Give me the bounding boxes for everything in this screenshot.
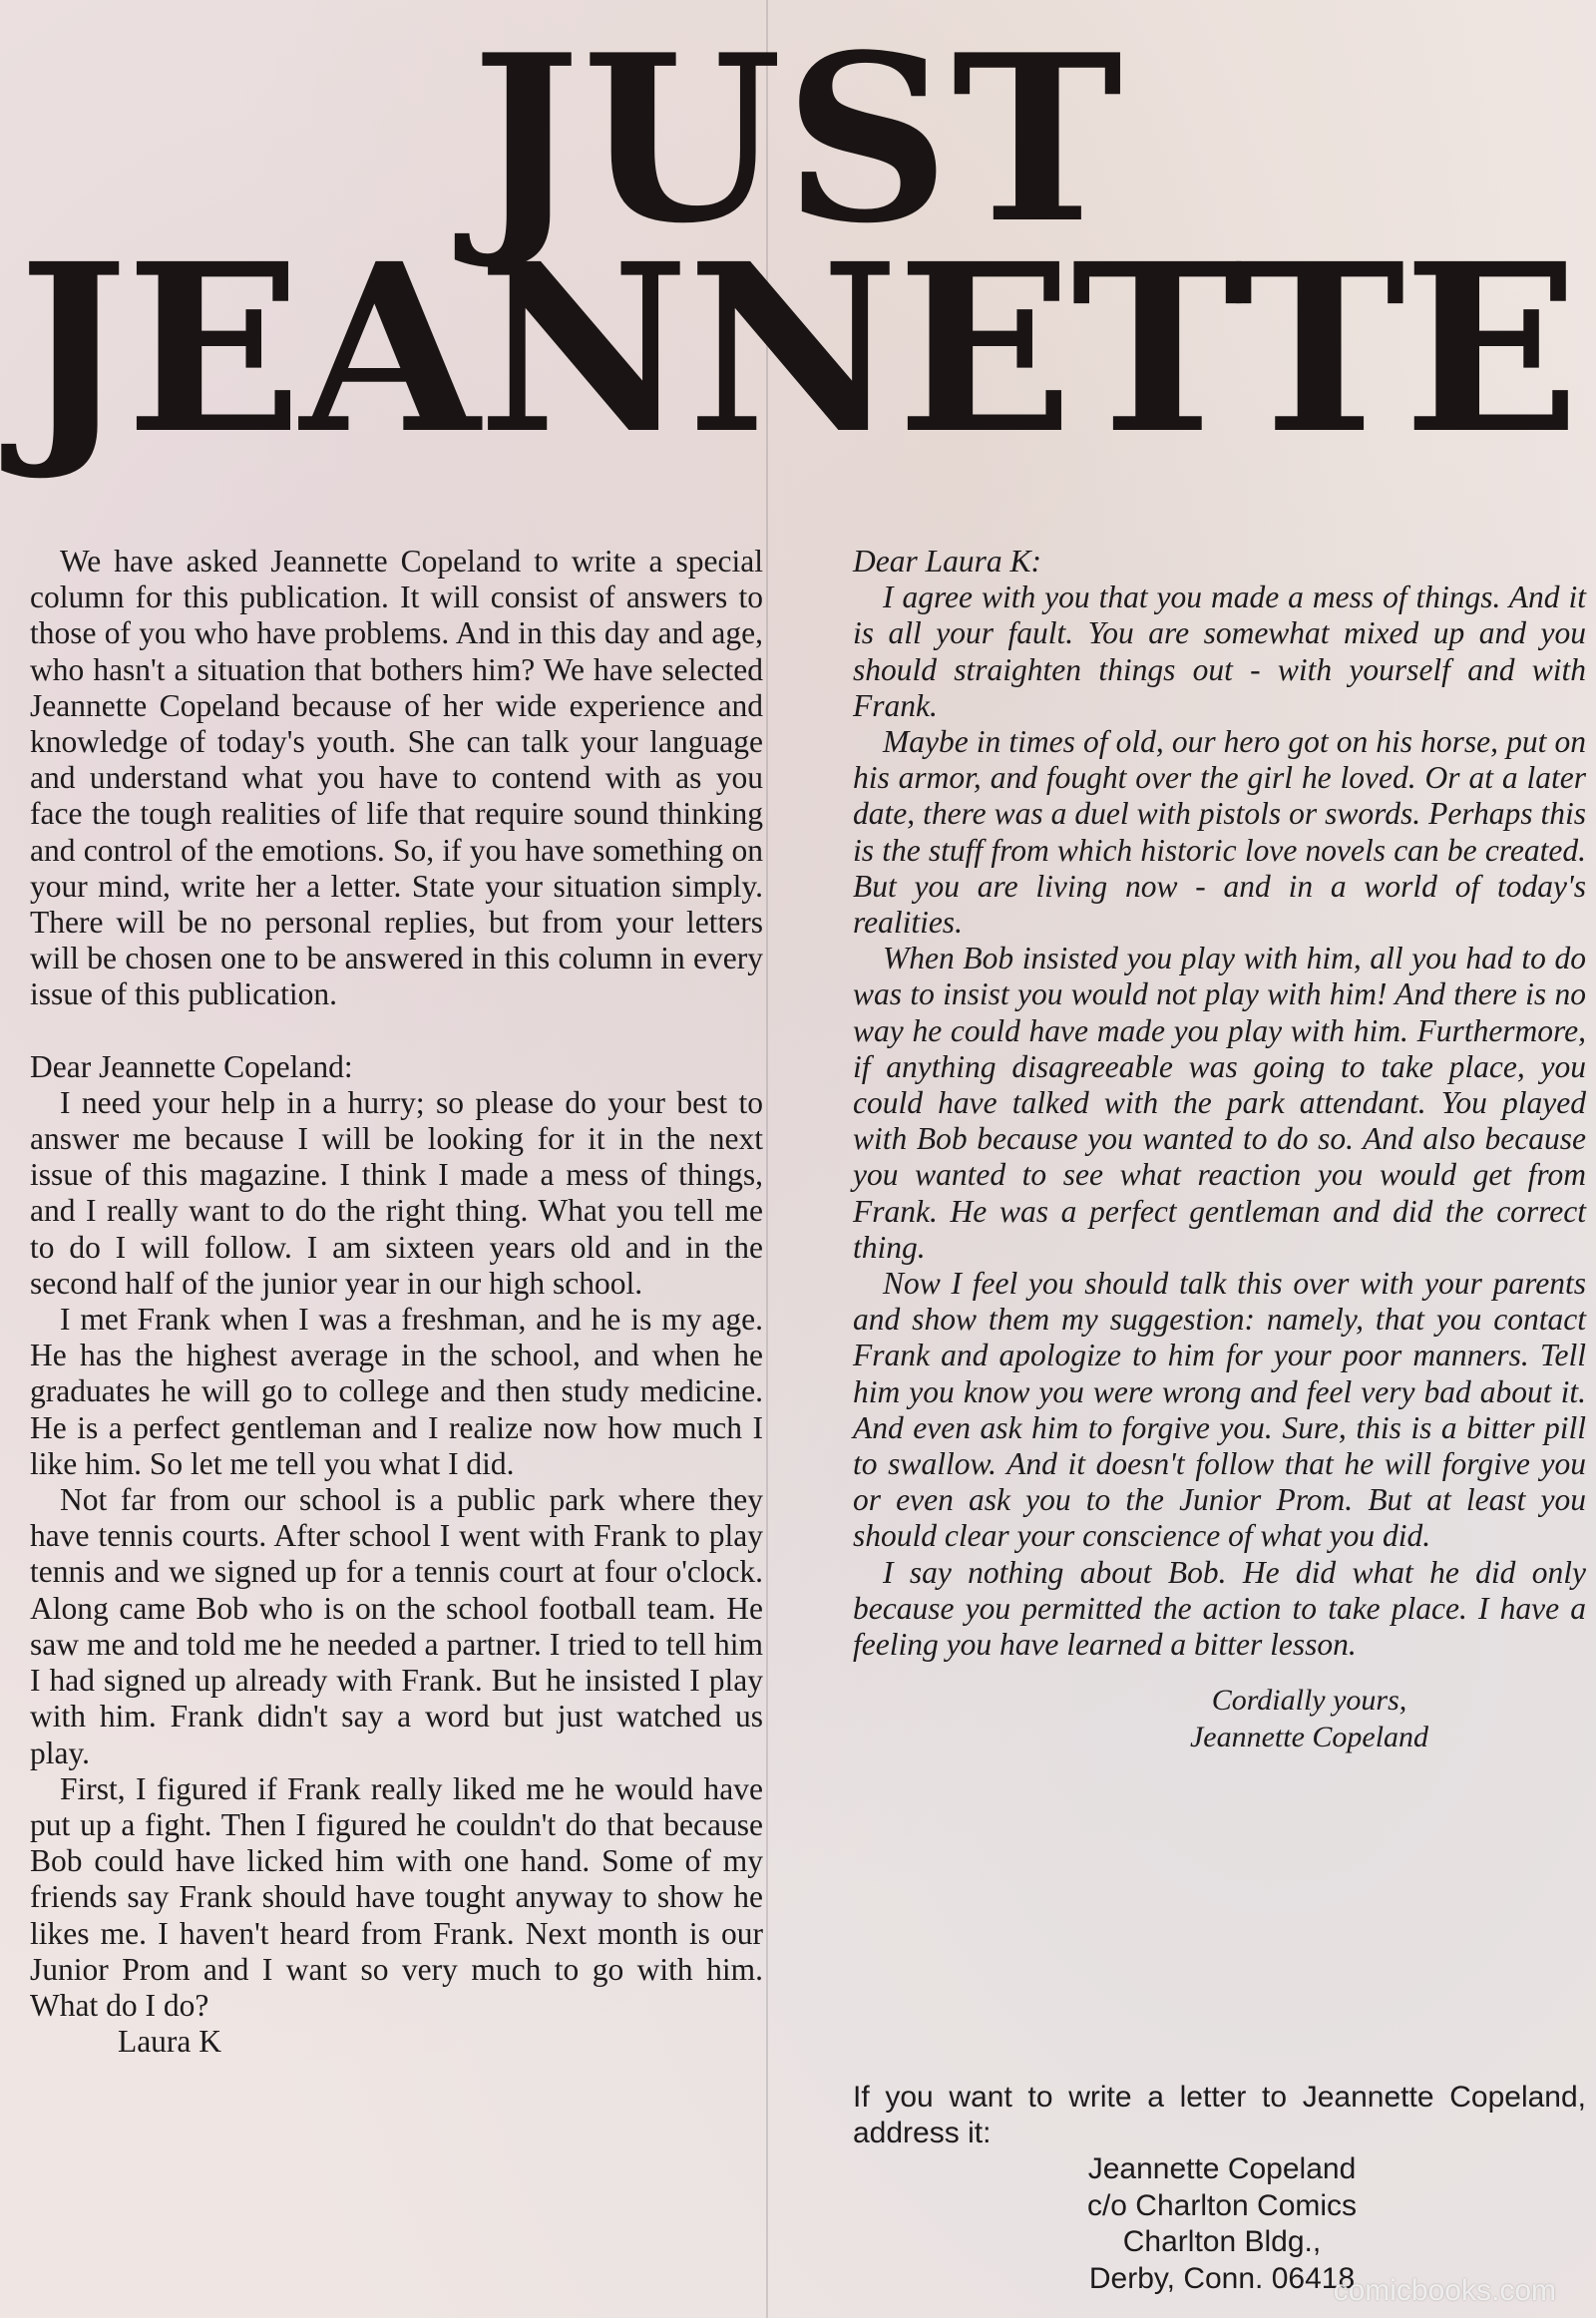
address-intro: If you want to write a letter to Jeannette Copeland, address it: (853, 2081, 1586, 2149)
reply-closing: Cordially yours, (1211, 1684, 1407, 1718)
letter-paragraph: First, I figured if Frank really liked me he would have put up a fight. Then I figured he couldn't do that because Bob could have licked him with one hand. Some of my friends say Frank should have tought anyway to show he likes me. I haven't heard from Frank. Next month is our Junior Prom and I want so very much to go with him. What do I do? (30, 1770, 763, 2023)
right-column (853, 544, 1586, 1755)
title-line-1: JUST (471, 5, 1125, 274)
address-line: Derby, Conn. 06418 (1088, 2261, 1356, 2295)
address-line: Jeannette Copeland (1087, 2152, 1357, 2185)
letter-paragraph: Not far from our school is a public park where they have tennis courts. After school I went with Frank to play tennis and we signed up for a tennis court at four o'clock. Along came Bob who is on the school football team. He saw me and told me he needed a partner. I tried to tell him I had signed up already with Frank. But he insisted I play with him. Frank didn't say a word but just watched us play. (30, 1482, 763, 1770)
reply-paragraph: Maybe in times of old, our hero got on his horse, put on his armor, and fought over the girl he loved. Or at a later date, there was a duel with pistols or swords. Perhaps this is the stuff from which historic love novels can be created. But you are living now - and in a world of today's realities. (853, 724, 1586, 941)
reply-paragraph: When Bob insisted you play with him, all you had to do was to insist you would not play with him! And there is no way he could have made you play with him. Furthermore, if anything disagreeable was going to take place, you could have talked with the park attendant. You played with Bob because you wanted to do so. And also because you wanted to see what reaction you would get from Frank. He was a perfect gentleman and did the correct thing. (853, 941, 1586, 1265)
letter-salutation: Dear Jeannette Copeland: (30, 1048, 353, 1084)
title-line-2: JEANNETTE (18, 212, 1578, 485)
reply-paragraph: Now I feel you should talk this over with your parents and show them my suggestion: namely, that you contact Frank and apologize to him for your poor manners. Tell him you know you were wrong and feel very bad about it. And even ask him to forgive you. Sure, this is a bitter pill to swallow. And it doesn't follow that he will forgive you or even ask you to the Junior Prom. But at least you should clear your conscience of what you did. (853, 1266, 1586, 1554)
address-line: c/o Charlton Comics (1086, 2188, 1358, 2222)
reply-salutation: Dear Laura K: (853, 544, 1042, 579)
address-line: Charlton Bldg., (1122, 2225, 1322, 2258)
letter-paragraph: I met Frank when I was a freshman, and he is my age. He has the highest average in the school, and when he graduates he will go to college and then study medicine. He is a perfect gentleman and I realize now how much I like him. So let me tell you what I did. (30, 1302, 763, 1481)
reply-paragraph: I agree with you that you made a mess of things. And it is all your fault. You are somewhat mixed up and you should straighten things out - with yourself and with Frank. (853, 580, 1586, 723)
reply-signoff (853, 1683, 1586, 1754)
letter-signature: Laura K (117, 2024, 222, 2060)
site-watermark: comicbooks.com (1333, 2274, 1556, 2307)
reply-paragraph: I say nothing about Bob. He did what he did only because you permitted the action to take place. I have a feeling you have learned a bitter lesson. (853, 1554, 1586, 1663)
left-column (30, 544, 763, 2060)
intro-paragraph: We have asked Jeannette Copeland to write a special column for this publication. It will consist of answers to those of you who have problems. And in this day and age, who hasn't a situation that bothers him? We have selected Jeannette Copeland because of her wide experience and knowledge of today's youth. She can talk your language and understand what you have to contend with as you face the tough realities of life that require sound thinking and control of the emotions. So, if you have something on your mind, write her a letter. State your situation simply. There will be no personal replies, but from your letters will be chosen one to be answered in this column in every issue of this publication. (30, 544, 763, 1012)
letter-paragraph: I need your help in a hurry; so please do your best to answer me because I will be looking for it in the next issue of this magazine. I think I made a mess of things, and I really want to do the right thing. What you tell me to do I will follow. I am sixteen years old and in the second half of the junior year in our high school. (30, 1084, 763, 1301)
reply-signature: Jeannette Copeland (1189, 1720, 1429, 1753)
